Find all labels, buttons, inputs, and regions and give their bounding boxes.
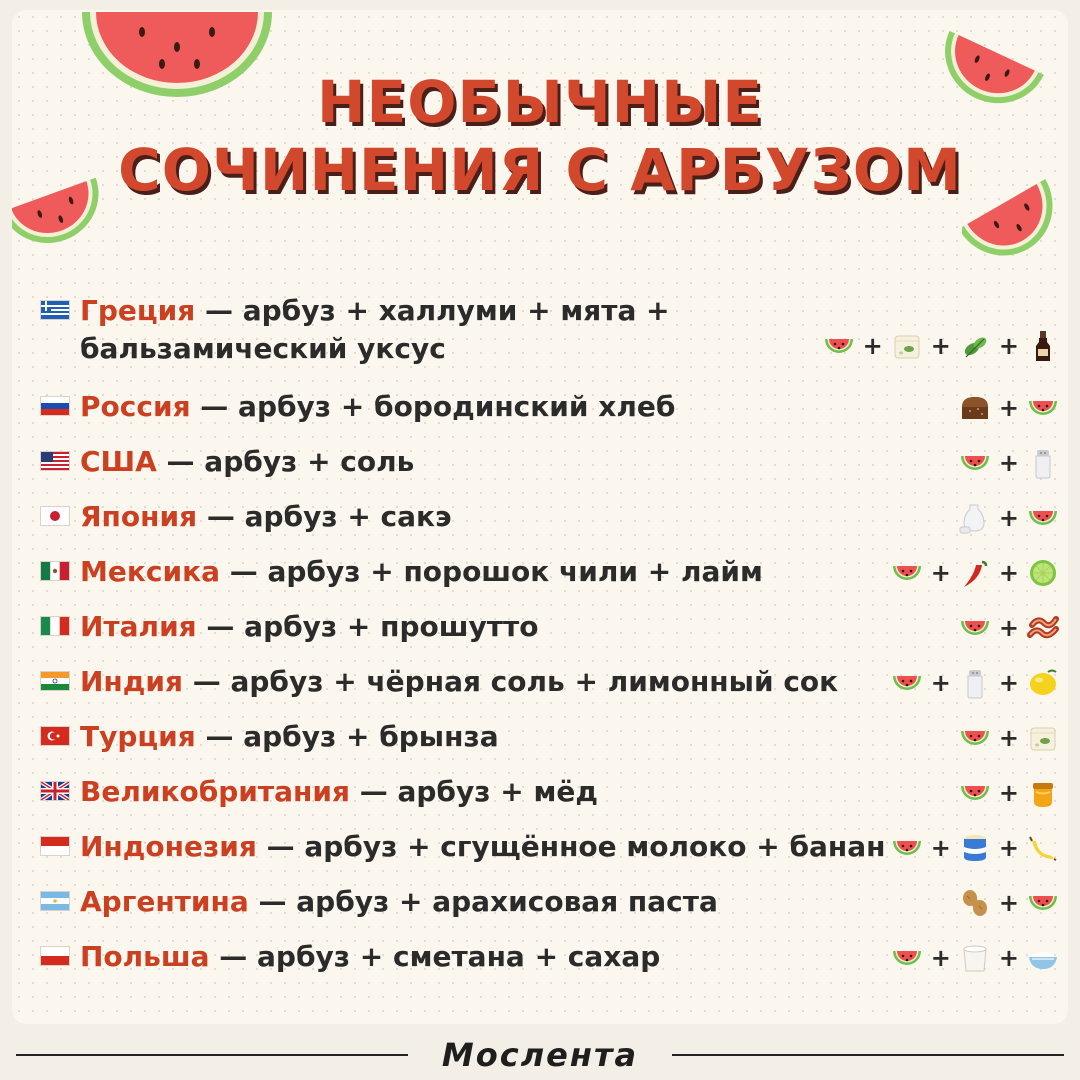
ingredients-text: — арбуз + чёрная соль + лимонный сок bbox=[183, 665, 839, 698]
usa-flag bbox=[40, 451, 70, 471]
plus-sign: + bbox=[998, 559, 1019, 587]
page-title bbox=[12, 68, 1068, 204]
lime-icon bbox=[1026, 556, 1060, 590]
country-name: Турция bbox=[80, 720, 196, 753]
peanut-icon bbox=[958, 886, 992, 920]
banana-icon bbox=[1026, 831, 1060, 865]
turkey-flag bbox=[40, 726, 70, 746]
bread-icon bbox=[958, 391, 992, 425]
country-name: Индонезия bbox=[80, 830, 257, 863]
ingredient-icons bbox=[890, 828, 1060, 868]
title-line-2: СОЧИНЕНИЯ С АРБУЗОМ bbox=[118, 136, 962, 204]
country-name: Япония bbox=[80, 500, 198, 533]
ingredient-icons bbox=[958, 718, 1060, 758]
combination-row bbox=[40, 938, 1060, 992]
ingredient-icons bbox=[890, 663, 1060, 703]
combination-text bbox=[80, 388, 675, 426]
combination-text bbox=[80, 938, 660, 976]
watermelon-icon bbox=[890, 831, 924, 865]
argentina-flag bbox=[40, 891, 70, 911]
mint-icon bbox=[958, 329, 992, 363]
combination-row bbox=[40, 663, 1060, 717]
watermelon-icon bbox=[890, 941, 924, 975]
japan-flag bbox=[40, 506, 70, 526]
ingredient-icons bbox=[958, 388, 1060, 428]
country-name: Мексика bbox=[80, 555, 220, 588]
combination-text bbox=[80, 718, 499, 756]
india-flag bbox=[40, 671, 70, 691]
combination-text bbox=[80, 773, 598, 811]
combination-row bbox=[40, 388, 1060, 442]
plus-sign: + bbox=[930, 944, 951, 972]
combination-text bbox=[80, 663, 838, 701]
plus-sign: + bbox=[998, 504, 1019, 532]
lemon-icon bbox=[1026, 666, 1060, 700]
uk-flag bbox=[40, 781, 70, 801]
cheese-icon bbox=[890, 329, 924, 363]
combination-row bbox=[40, 292, 1060, 365]
honey-pot-icon bbox=[1026, 776, 1060, 810]
ingredients-text: — арбуз + халлуми + мята + bbox=[195, 294, 670, 327]
ingredients-text: — арбуз + порошок чили + лайм bbox=[219, 555, 763, 588]
russia-flag bbox=[40, 396, 70, 416]
plus-sign: + bbox=[998, 834, 1019, 862]
plus-sign: + bbox=[998, 889, 1019, 917]
combination-row bbox=[40, 608, 1060, 662]
combination-row bbox=[40, 883, 1060, 937]
combination-text bbox=[80, 608, 538, 646]
footer-divider-right bbox=[672, 1054, 1064, 1056]
ingredients-text: — арбуз + сгущённое молоко + банан bbox=[256, 830, 886, 863]
plus-sign: + bbox=[998, 332, 1019, 360]
sake-icon bbox=[958, 501, 992, 535]
watermelon-icon bbox=[822, 329, 856, 363]
watermelon-icon bbox=[1026, 501, 1060, 535]
combination-text bbox=[80, 883, 718, 921]
ingredient-icons bbox=[958, 773, 1060, 813]
indonesia-flag bbox=[40, 836, 70, 856]
combination-row bbox=[40, 498, 1060, 552]
italy-flag bbox=[40, 616, 70, 636]
salt-shaker-icon bbox=[1026, 446, 1060, 480]
ingredients-text: — арбуз + бородинский хлеб bbox=[190, 390, 676, 423]
combination-row bbox=[40, 718, 1060, 772]
ingredients-text: — арбуз + соль bbox=[156, 445, 415, 478]
ingredient-icons bbox=[958, 883, 1060, 923]
combination-text bbox=[80, 443, 414, 481]
country-name: Польша bbox=[80, 940, 210, 973]
ingredient-icons bbox=[958, 608, 1060, 648]
plus-sign: + bbox=[930, 332, 951, 360]
poland-flag bbox=[40, 946, 70, 966]
plus-sign: + bbox=[998, 944, 1019, 972]
country-name: Великобритания bbox=[80, 775, 350, 808]
title-line-1: НЕОБЫЧНЫЕ bbox=[317, 68, 763, 136]
country-name: Россия bbox=[80, 390, 191, 423]
ingredient-icons bbox=[958, 498, 1060, 538]
plus-sign: + bbox=[998, 779, 1019, 807]
combination-row bbox=[40, 553, 1060, 607]
combination-row bbox=[40, 828, 1060, 882]
country-name: Италия bbox=[80, 610, 197, 643]
publisher-logo: Мослента bbox=[441, 1036, 639, 1074]
combination-text bbox=[80, 553, 763, 591]
mexico-flag bbox=[40, 561, 70, 581]
chili-icon bbox=[958, 556, 992, 590]
combination-text bbox=[80, 498, 452, 536]
ingredients-text: — арбуз + арахисовая паста bbox=[248, 885, 718, 918]
sugar-bowl-icon bbox=[1026, 941, 1060, 975]
plus-sign: + bbox=[930, 834, 951, 862]
ingredients-text: — арбуз + мёд bbox=[349, 775, 598, 808]
watermelon-icon bbox=[890, 666, 924, 700]
watermelon-icon bbox=[958, 611, 992, 645]
cheese-icon bbox=[1026, 721, 1060, 755]
footer bbox=[0, 1026, 1080, 1080]
ingredients-text-continued: бальзамический уксус bbox=[80, 332, 446, 365]
watermelon-icon bbox=[890, 556, 924, 590]
ingredient-icons bbox=[890, 553, 1060, 593]
combination-text bbox=[80, 828, 886, 866]
watermelon-icon bbox=[1026, 886, 1060, 920]
country-name: Индия bbox=[80, 665, 183, 698]
plus-sign: + bbox=[998, 724, 1019, 752]
combination-text bbox=[80, 292, 670, 368]
plus-sign: + bbox=[930, 559, 951, 587]
infographic-card bbox=[12, 10, 1068, 1024]
condensed-milk-icon bbox=[958, 831, 992, 865]
plus-sign: + bbox=[930, 669, 951, 697]
combination-row bbox=[40, 773, 1060, 827]
ingredient-icons bbox=[822, 326, 1060, 366]
sour-cream-icon bbox=[958, 941, 992, 975]
country-name: Аргентина bbox=[80, 885, 249, 918]
plus-sign: + bbox=[998, 669, 1019, 697]
ingredients-text: — арбуз + прошутто bbox=[196, 610, 539, 643]
country-name: Греция bbox=[80, 294, 196, 327]
vinegar-bottle-icon bbox=[1026, 329, 1060, 363]
combination-row bbox=[40, 443, 1060, 497]
watermelon-icon bbox=[1026, 391, 1060, 425]
salt-shaker-icon bbox=[958, 666, 992, 700]
plus-sign: + bbox=[998, 394, 1019, 422]
watermelon-icon bbox=[958, 776, 992, 810]
plus-sign: + bbox=[862, 332, 883, 360]
ingredients-text: — арбуз + брынза bbox=[195, 720, 499, 753]
greece-flag bbox=[40, 300, 70, 320]
country-name: США bbox=[80, 445, 157, 478]
ingredients-text: — арбуз + сметана + сахар bbox=[209, 940, 661, 973]
plus-sign: + bbox=[998, 614, 1019, 642]
bacon-icon bbox=[1026, 611, 1060, 645]
ingredient-icons bbox=[890, 938, 1060, 978]
ingredients-text: — арбуз + сакэ bbox=[197, 500, 452, 533]
ingredient-icons bbox=[958, 443, 1060, 483]
watermelon-icon bbox=[958, 721, 992, 755]
watermelon-icon bbox=[958, 446, 992, 480]
plus-sign: + bbox=[998, 449, 1019, 477]
